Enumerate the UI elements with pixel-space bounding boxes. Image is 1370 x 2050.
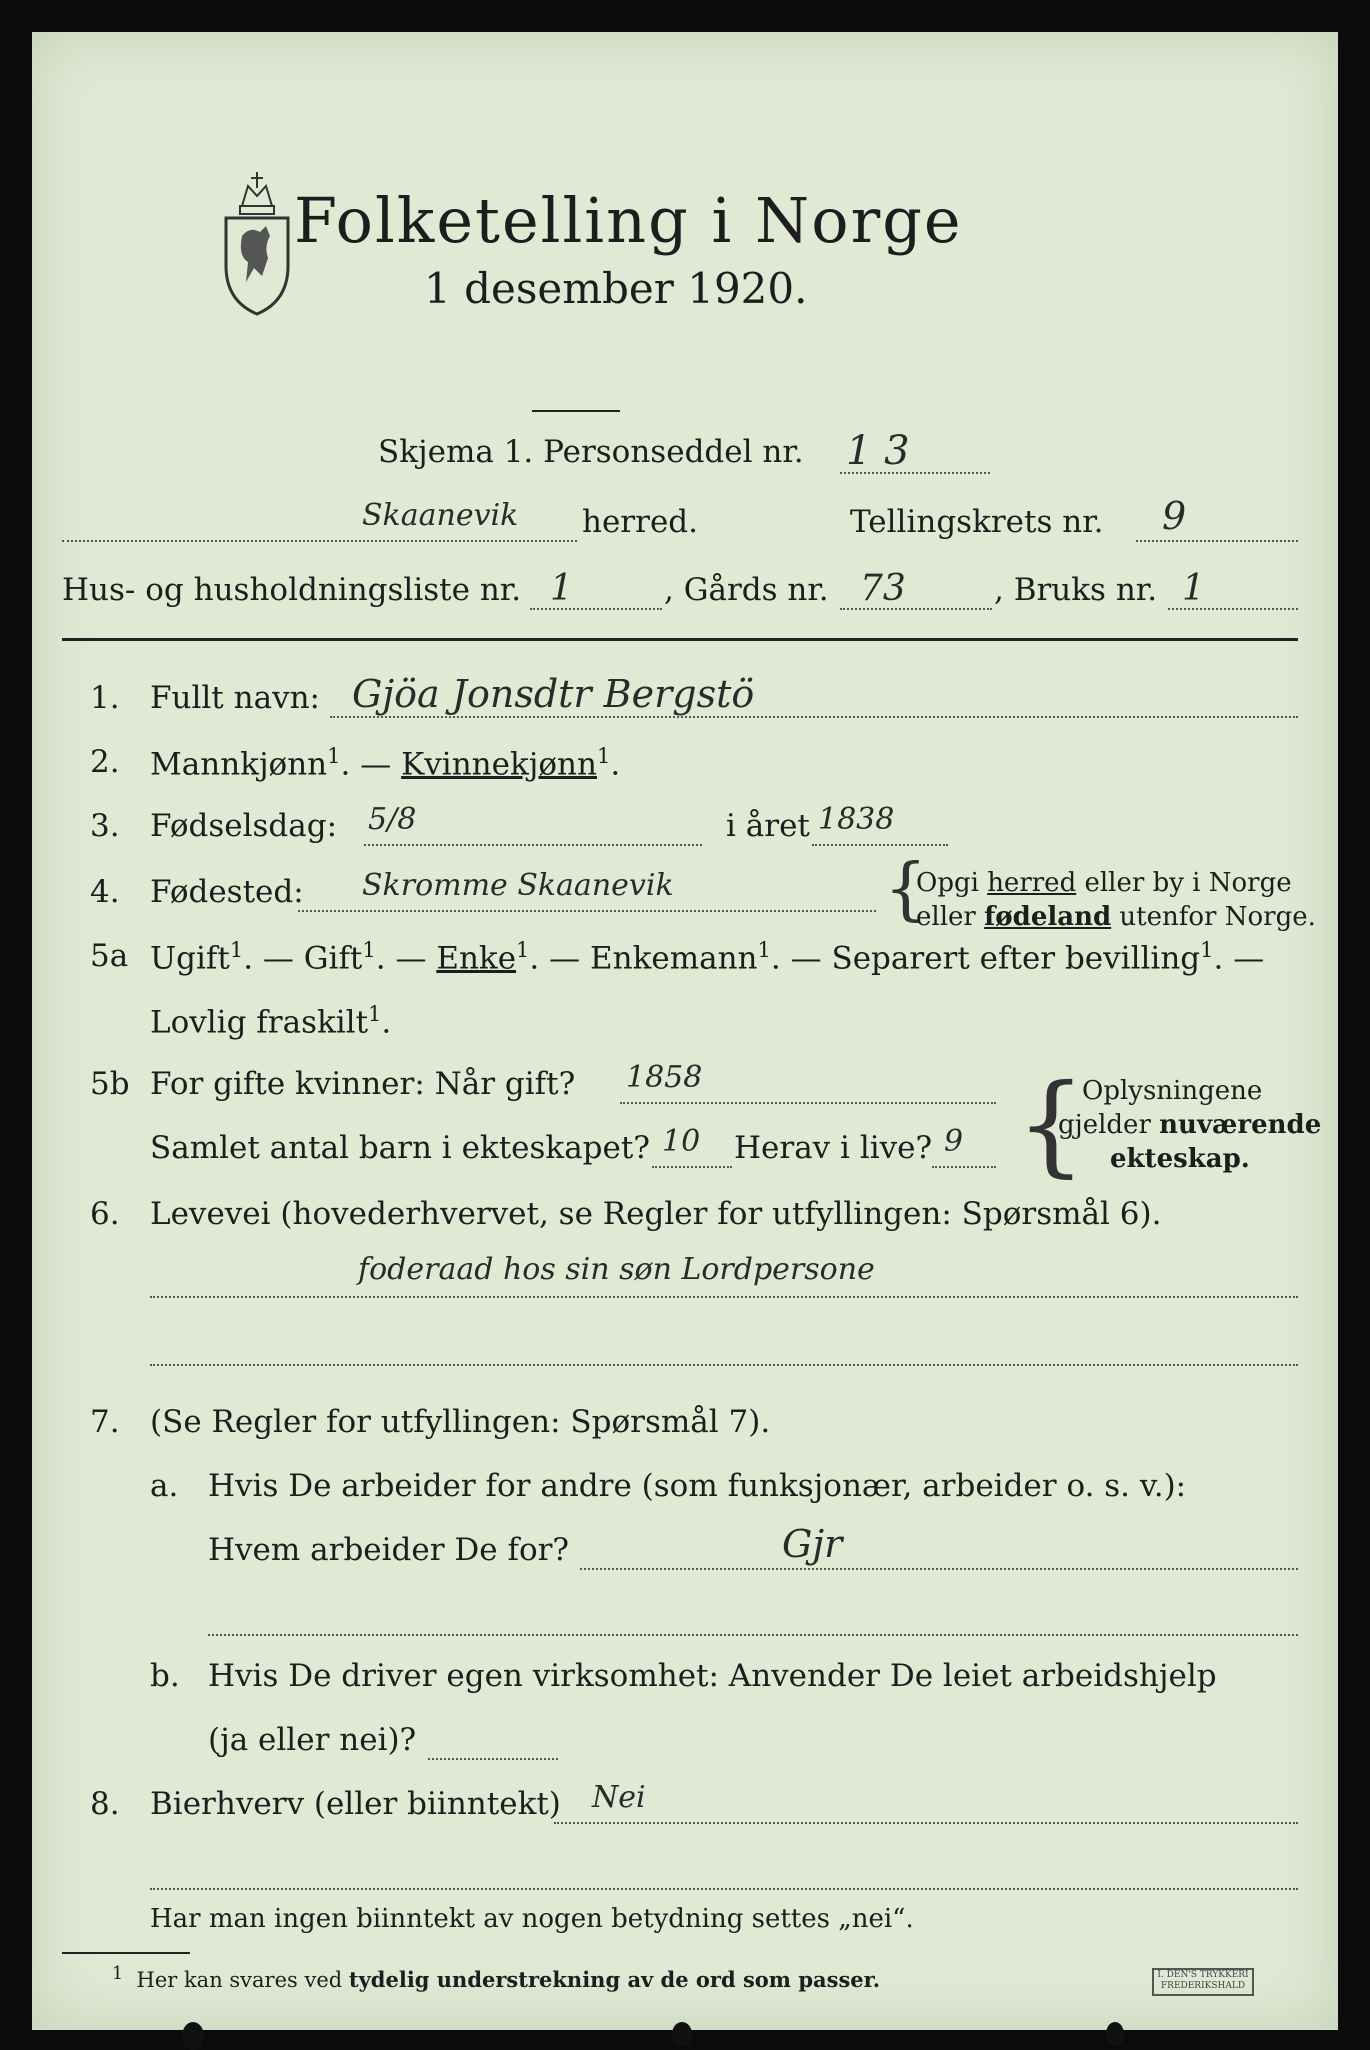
q8-field2 <box>150 1888 1298 1890</box>
husliste-value: 1 <box>550 568 573 609</box>
gards-value: 73 <box>860 568 906 609</box>
q7a-number: a. <box>150 1468 179 1504</box>
footer-note: Har man ingen biinntekt av nogen betydning settes „nei“. <box>150 1904 914 1934</box>
q8-number: 8. <box>90 1786 120 1822</box>
q4-label: Fødested: <box>150 874 304 910</box>
footnote-divider <box>62 1952 190 1954</box>
q5b-number: 5b <box>90 1066 130 1102</box>
q5b-note3: ekteskap. <box>1110 1144 1250 1174</box>
q6-value: foderaad hos sin søn Lordpersone <box>358 1252 875 1287</box>
ink-blot-middle <box>672 2022 692 2046</box>
q7b-line1: Hvis De driver egen virksomhet: Anvender De leiet arbeidshjelp <box>208 1658 1217 1694</box>
header-divider <box>62 638 1298 641</box>
q7a-value: Gjr <box>782 1522 843 1566</box>
q5b-label2: Samlet antal barn i ekteskapet? <box>150 1130 650 1166</box>
q5b-value1: 1858 <box>626 1060 703 1095</box>
q3-value: 5/8 <box>368 802 417 837</box>
q8-label: Bierhverv (eller biinntekt) <box>150 1786 561 1822</box>
q5b-label1: For gifte kvinner: Når gift? <box>150 1066 576 1102</box>
herred-label: herred. <box>582 504 698 540</box>
q3-year-field <box>812 844 948 846</box>
personseddel-nr-value: 1 3 <box>846 428 910 474</box>
q4-value: Skromme Skaanevik <box>362 868 674 903</box>
herred-field <box>62 540 577 542</box>
q4-note-line1: Opgi herred eller by i Norge <box>916 868 1292 898</box>
census-form-page <box>32 32 1338 2030</box>
q7a-line1: Hvis De arbeider for andre (som funksjonær, arbeider o. s. v.): <box>208 1468 1187 1504</box>
q1-number: 1. <box>90 680 120 716</box>
ink-blot-right <box>1106 2022 1124 2046</box>
tellingskrets-field <box>1136 540 1298 542</box>
q5b-field3 <box>932 1166 996 1168</box>
q2-mannkjonn: Mannkjønn <box>150 746 328 783</box>
footnote: $^1$ Her kan svares ved tydelig understrekning av de ord som passer. <box>112 1964 881 1992</box>
q8-field1 <box>554 1822 1298 1824</box>
printer-stamp: I. DEN'S TRYKKERI FREDERIKSHALD <box>1152 1968 1254 1996</box>
norway-coat-of-arms-icon <box>220 166 294 320</box>
q4-note-line2: eller fødeland utenfor Norge. <box>916 902 1316 932</box>
q5a-line2: Lovlig fraskilt$^1$. <box>150 1002 392 1041</box>
q7-label: (Se Regler for utfyllingen: Spørsmål 7). <box>150 1404 771 1440</box>
q6-number: 6. <box>90 1196 120 1232</box>
q4-brace: { <box>884 850 928 929</box>
q3-label: Fødselsdag: <box>150 808 338 844</box>
bruks-label: , Bruks nr. <box>994 572 1158 608</box>
q1-value: Gjöa Jonsdtr Bergstö <box>352 672 755 716</box>
q2-footnote-mark-2: 1 <box>596 744 611 768</box>
q6-field1 <box>150 1296 1298 1298</box>
q2-options: Mannkjønn$^1$. — Kvinnekjønn$^1$. <box>150 744 621 783</box>
q2-kvinnekjonn: Kvinnekjønn <box>401 746 597 783</box>
q6-field2 <box>150 1364 1298 1366</box>
q5b-field2 <box>652 1166 732 1168</box>
q5b-note1: Oplysningene <box>1082 1076 1263 1106</box>
q2-separator: — <box>350 746 402 783</box>
q2-footnote-mark: 1 <box>327 744 341 768</box>
title-divider <box>532 410 620 412</box>
form-date: 1 desember 1920. <box>424 264 808 313</box>
q5b-field1 <box>620 1102 996 1104</box>
ink-blot-left <box>182 2022 204 2050</box>
q1-label: Fullt navn: <box>150 680 320 716</box>
q7a-field1 <box>580 1568 1298 1570</box>
q3-field <box>364 844 702 846</box>
q5b-note2: gjelder nuværende <box>1058 1110 1322 1140</box>
q7b-field <box>428 1758 558 1760</box>
q5b-label3: Herav i live? <box>734 1130 933 1166</box>
skjema-label: Skjema 1. Personseddel nr. <box>378 434 804 470</box>
q4-number: 4. <box>90 874 120 910</box>
q4-field <box>298 910 876 912</box>
gards-label: , Gårds nr. <box>664 572 829 608</box>
bruks-value: 1 <box>1182 568 1205 609</box>
herred-value: Skaanevik <box>362 498 519 533</box>
q7a-line2: Hvem arbeider De for? <box>208 1532 570 1568</box>
q8-value: Nei <box>592 1780 646 1815</box>
q6-label: Levevei (hovederhvervet, se Regler for utfyllingen: Spørsmål 6). <box>150 1196 1162 1232</box>
q7b-number: b. <box>150 1658 180 1694</box>
q7b-line2: (ja eller nei)? <box>208 1722 417 1758</box>
q7-number: 7. <box>90 1404 120 1440</box>
q3-year-value: 1838 <box>818 802 895 837</box>
tellingskrets-label: Tellingskrets nr. <box>850 504 1104 540</box>
q5b-value2: 10 <box>662 1124 701 1159</box>
q3-year-label: i året <box>726 808 810 844</box>
q1-field <box>330 716 1298 718</box>
q7a-field2 <box>208 1634 1298 1636</box>
q5a-number: 5a <box>90 938 129 974</box>
husliste-label: Hus- og husholdningsliste nr. <box>62 572 522 608</box>
q5b-value3: 9 <box>944 1124 964 1159</box>
q5a-options: Ugift$^1$. — Gift$^1$. — Enke$^1$. — Enkemann$^1$. — Separert efter bevilling$^1$. — <box>150 938 1265 977</box>
q3-number: 3. <box>90 808 120 844</box>
q5b-brace: { <box>1016 1060 1086 1188</box>
tellingskrets-value: 9 <box>1162 494 1187 538</box>
q2-number: 2. <box>90 744 120 780</box>
form-title: Folketelling i Norge <box>294 184 963 257</box>
